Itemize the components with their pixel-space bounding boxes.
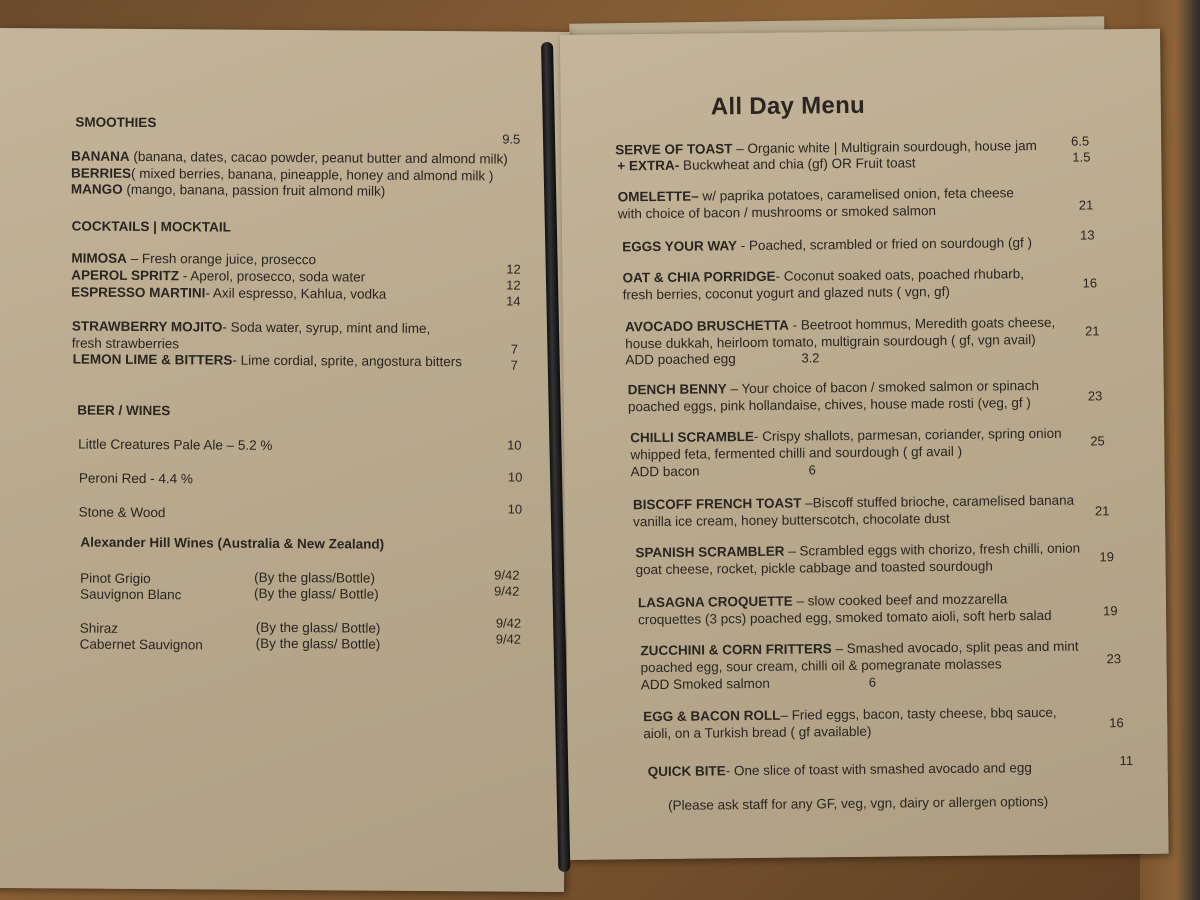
beer-price: 10: [507, 469, 523, 485]
wine-price: 9/42: [495, 631, 522, 647]
price: 21: [1078, 197, 1094, 213]
price: 23: [1087, 388, 1103, 404]
cocktail-price: 12: [506, 261, 521, 277]
lemon-item: LEMON LIME & BITTERS- Lime cordial, sprite, angostura bitters: [72, 351, 463, 370]
right-menu-page: [560, 29, 1169, 860]
menu-item-quickbite: QUICK BITE- One slice of toast with smashed avocado and egg: [647, 760, 1032, 780]
beer-item: Little Creatures Pale Ale – 5.2 %: [78, 436, 273, 453]
item-desc: with choice of bacon / mushrooms or smoked salmon: [617, 203, 937, 222]
item-desc: poached eggs, pink hollandaise, chives, house made rosti (veg, gf ): [627, 395, 1031, 415]
price: 11: [1119, 753, 1134, 769]
wine-serve: (By the glass/ Bottle): [255, 619, 381, 636]
wine-name: Pinot Grigio: [80, 570, 151, 587]
price: 16: [1082, 275, 1098, 291]
cocktail-item: ESPRESSO MARTINI- Axil espresso, Kahlua, vodka: [71, 284, 387, 302]
price: 23: [1106, 651, 1122, 667]
wine-serve: (By the glass/Bottle): [254, 569, 376, 586]
menu-item-roll: EGG & BACON ROLL– Fried eggs, bacon, tasty cheese, bbq sauce,: [643, 704, 1057, 725]
wine-name: Sauvignon Blanc: [79, 586, 182, 603]
beer-heading: BEER / WINES: [77, 402, 171, 419]
add-price: 6: [808, 462, 816, 478]
menu-item-chilli: CHILLI SCRAMBLE- Crispy shallots, parmesan, coriander, spring onion: [630, 425, 1062, 446]
price: 6.5: [1071, 133, 1090, 149]
item-desc: croquettes (3 pcs) poached egg, smoked tomato aioli, soft herb salad: [638, 607, 1052, 628]
smoothie-item: BERRIES( mixed berries, banana, pineapple, honey and almond milk ): [70, 165, 494, 184]
item-desc: poached egg, sour cream, chilli oil & pomegranate molasses: [640, 656, 1002, 676]
wine-price: 9/42: [495, 615, 522, 631]
price: 1.5: [1072, 149, 1091, 165]
mojito-item: STRAWBERRY MOJITO- Soda water, syrup, mint and lime,: [71, 318, 431, 337]
menu-item-toast: SERVE OF TOAST – Organic white | Multigrain sourdough, house jam: [615, 138, 1037, 158]
item-desc: fresh berries, coconut yogurt and glazed nuts ( vgn, gf): [622, 283, 950, 303]
cocktail-item: APEROL SPRITZ - Aperol, prosecco, soda water: [71, 267, 366, 285]
menu-item-bruschetta: AVOCADO BRUSCHETTA - Beetroot hommus, Meredith goats cheese,: [624, 314, 1056, 335]
cocktails-heading: COCKTAILS | MOCKTAIL: [71, 218, 231, 235]
wine-serve: (By the glass/ Bottle): [255, 635, 381, 652]
beer-price: 10: [507, 437, 522, 453]
price: 13: [1080, 227, 1095, 243]
beer-price: 10: [507, 501, 523, 517]
menu-item-lasagna: LASAGNA CROQUETTE – slow cooked beef and mozzarella: [637, 591, 1008, 611]
left-menu-page: [0, 28, 570, 892]
smoothie-item: MANGO (mango, banana, passion fruit almond milk): [70, 181, 386, 199]
menu-item-fritters: ZUCCHINI & CORN FRITTERS – Smashed avocado, split peas and mint: [640, 638, 1079, 659]
item-desc: house dukkah, heirloom tomato, multigrain sourdough ( gf, vgn avail): [625, 332, 1036, 352]
beer-item: Peroni Red - 4.4 %: [78, 470, 193, 487]
menu-item-extra: + EXTRA- Buckwheat and chia (gf) OR Fruit toast: [617, 155, 916, 174]
smoothies-price: 9.5: [502, 131, 521, 147]
smoothie-item: BANANA (banana, dates, cacao powder, peanut butter and almond milk): [71, 148, 508, 167]
menu-item-omelette: OMELETTE– w/ paprika potatoes, caramelised onion, feta cheese: [617, 185, 1014, 205]
item-desc: vanilla ice cream, honey butterscotch, chocolate dust: [633, 510, 950, 530]
mojito-price: 7: [510, 341, 519, 357]
cocktail-item: MIMOSA – Fresh orange juice, prosecco: [71, 250, 317, 268]
smoothies-heading: SMOOTHIES: [75, 114, 157, 131]
price: 16: [1109, 715, 1124, 731]
add-price: 3.2: [801, 350, 820, 366]
item-desc: goat cheese, rocket, pickle cabbage and toasted sourdough: [635, 558, 993, 578]
price: 21: [1085, 323, 1100, 339]
cocktail-price: 12: [506, 277, 521, 293]
item-desc: aioli, on a Turkish bread ( gf available): [643, 723, 872, 742]
price: 21: [1094, 503, 1110, 519]
cocktail-price: 14: [506, 293, 521, 309]
wines-heading: Alexander Hill Wines (Australia & New Zealand): [80, 534, 385, 552]
wine-price: 9/42: [494, 583, 520, 599]
item-desc: whipped feta, fermented chilli and sourdough ( gf avail ): [630, 443, 963, 463]
menu-item-biscoff: BISCOFF FRENCH TOAST –Biscoff stuffed brioche, caramelised banana: [632, 492, 1075, 513]
menu-title: All Day Menu: [710, 91, 866, 121]
wine-name: Cabernet Sauvignon: [79, 636, 203, 653]
wine-name: Shiraz: [79, 620, 119, 636]
add-price: 6: [868, 674, 877, 690]
allergen-note: (Please ask staff for any GF, veg, vgn, dairy or allergen options): [667, 793, 1049, 813]
price: 25: [1090, 433, 1105, 449]
wine-price: 9/42: [494, 567, 520, 583]
wine-serve: (By the glass/ Bottle): [254, 585, 379, 602]
item-add: ADD poached egg: [625, 351, 736, 368]
lemon-price: 7: [510, 357, 518, 373]
menu-item-eggs: EGGS YOUR WAY - Poached, scrambled or fried on sourdough (gf ): [622, 235, 1032, 255]
menu-item-porridge: OAT & CHIA PORRIDGE- Coconut soaked oats, poached rhubarb,: [622, 266, 1025, 286]
menu-item-spanish: SPANISH SCRAMBLER – Scrambled eggs with chorizo, fresh chilli, onion: [635, 540, 1081, 561]
price: 19: [1099, 549, 1115, 565]
beer-item: Stone & Wood: [78, 504, 166, 521]
item-add: ADD Smoked salmon: [640, 675, 770, 693]
price: 19: [1102, 603, 1118, 619]
menu-item-benny: DENCH BENNY – Your choice of bacon / smoked salmon or spinach: [627, 378, 1039, 398]
item-add: ADD bacon: [630, 463, 700, 480]
mojito-desc2: fresh strawberries: [71, 335, 180, 352]
